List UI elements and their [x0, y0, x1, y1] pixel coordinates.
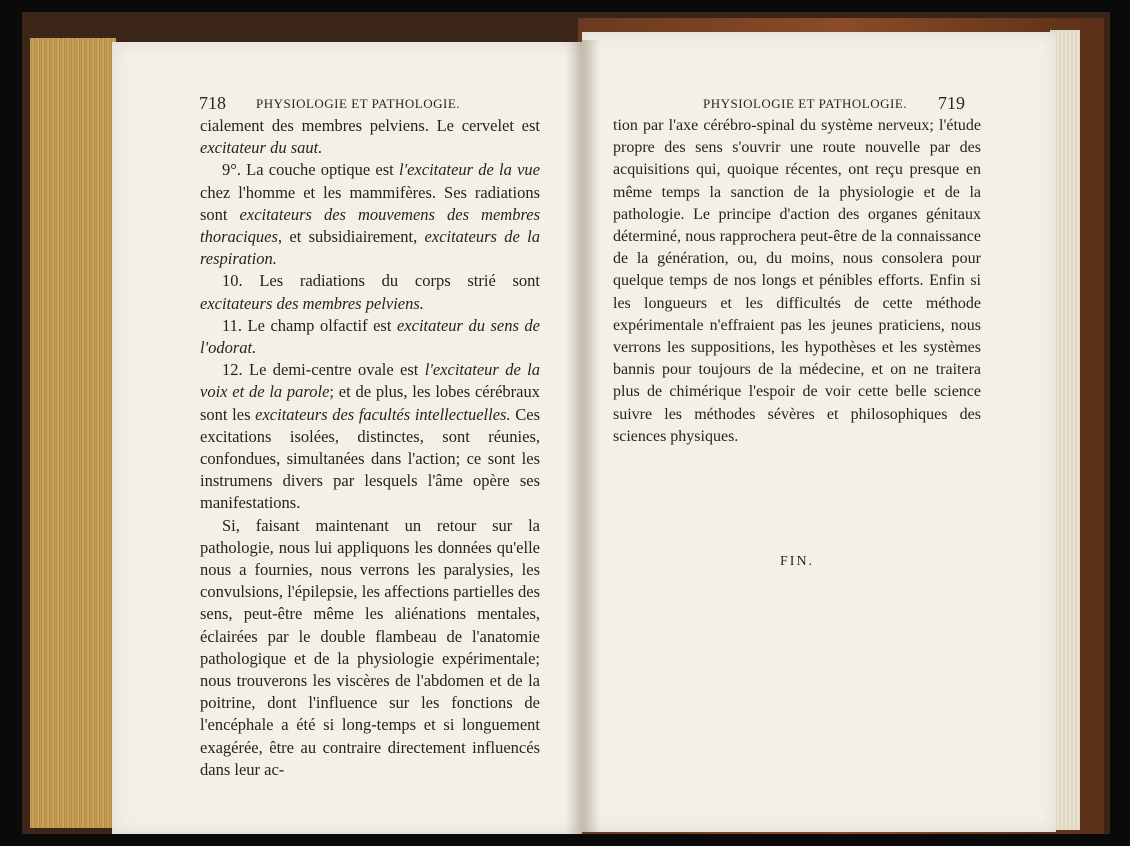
italic-run: l'excitateur de la voix et de la parole — [200, 360, 540, 402]
right-page-number: 719 — [938, 93, 965, 113]
italic-run: excitateurs des mouvemens des membres thoraciques — [200, 204, 540, 247]
right-page-text — [613, 115, 981, 448]
left_page-paragraph — [200, 315, 540, 359]
text-run: cialement des membres pelviens. Le cervelet est — [200, 116, 540, 135]
page-edges-left — [30, 38, 116, 828]
italic-run: excitateurs des membres pelviens. — [200, 293, 424, 313]
left_page-paragraph — [200, 359, 540, 514]
right-running-head: PHYSIOLOGIE ET PATHOLOGIE. — [703, 96, 908, 111]
text-run: 9°. La couche optique est — [222, 160, 399, 180]
text-run: Ces excitations isolées, distinctes, sont réunies, confondues, simultanées dans l'action; ce sont les instrumens divers par lesquels l'âme opère ses manifestations. — [200, 404, 540, 513]
italic-run: excitateur du saut. — [200, 138, 323, 158]
left_page-paragraph — [200, 270, 540, 314]
left_page-paragraph — [200, 159, 540, 270]
italic-run: excitateur du sens de l'odorat. — [200, 315, 540, 358]
italic-run: excitateurs des facultés intellectuelles. — [255, 404, 511, 424]
book-gutter — [566, 40, 600, 834]
text-run: chez l'homme et les mammifères. Ses radiations sont — [200, 182, 540, 224]
left-page-text — [200, 115, 540, 781]
left_page-paragraph — [200, 115, 540, 159]
text-run: ; et de plus, les lobes cérébraux sont les — [200, 382, 540, 424]
text-run: 11. Le champ olfactif est — [222, 315, 397, 335]
left-page-number: 718 — [199, 93, 226, 113]
left_page-paragraph — [200, 515, 540, 781]
left-running-head: PHYSIOLOGIE ET PATHOLOGIE. — [256, 96, 461, 111]
text-run: tion par l'axe cérébro-spinal du système nerveux; l'étude propre des sens s'ouvrir une route nouvelle par des acquisitions qui, quoique récentes, ont reçu presque en même temps la sanction de la physiologie et de la pathologie. Le principe d'action des organes génitaux déterminé, nous rapprochera peut-être de la connaissance de la génération, ou, du moins, nous consolera pour quelque temps de nos longs et pénibles efforts. Enfin si les longueurs et les difficultés de cette méthode expérimentale n'effraient pas les jeunes praticiens, nous verrons les suppositions, les hypothèses et les systèmes bannis pour toujours de la médecine, et on ne traitera plus de chimérique l'espoir de voir cette belle science suivre les méthodes sévères et philosophiques des sciences physiques. — [613, 117, 981, 445]
right_page-paragraph — [613, 115, 981, 448]
italic-run: excitateurs de la respiration. — [200, 227, 540, 269]
italic-run: l'excitateur de la vue — [398, 160, 541, 180]
text-run: 12. Le demi-centre ovale est — [222, 360, 425, 380]
text-run: 10. Les radiations du corps strié sont — [222, 271, 540, 291]
text-run: Si, faisant maintenant un retour sur la pathologie, nous lui appliquons les données qu'elle nous a fournies, nous verrons les paralysies, les convulsions, l'épilepsie, les affections partielles des sens, peut-être même les aliénations mentales, éclairées par le double flambeau de l'anatomie pathologique et de la physiologie expérimentale; nous trouverons les viscères de l'abdomen et de la poitrine, dont l'influence sur les fonctions de l'encéphale a été si long-temps et si longuement exagérée, être au contraire directement influencés dans leur ac- — [200, 515, 540, 779]
end-mark: FIN. — [780, 554, 815, 569]
text-run: , et subsidiairement, — [277, 227, 425, 247]
